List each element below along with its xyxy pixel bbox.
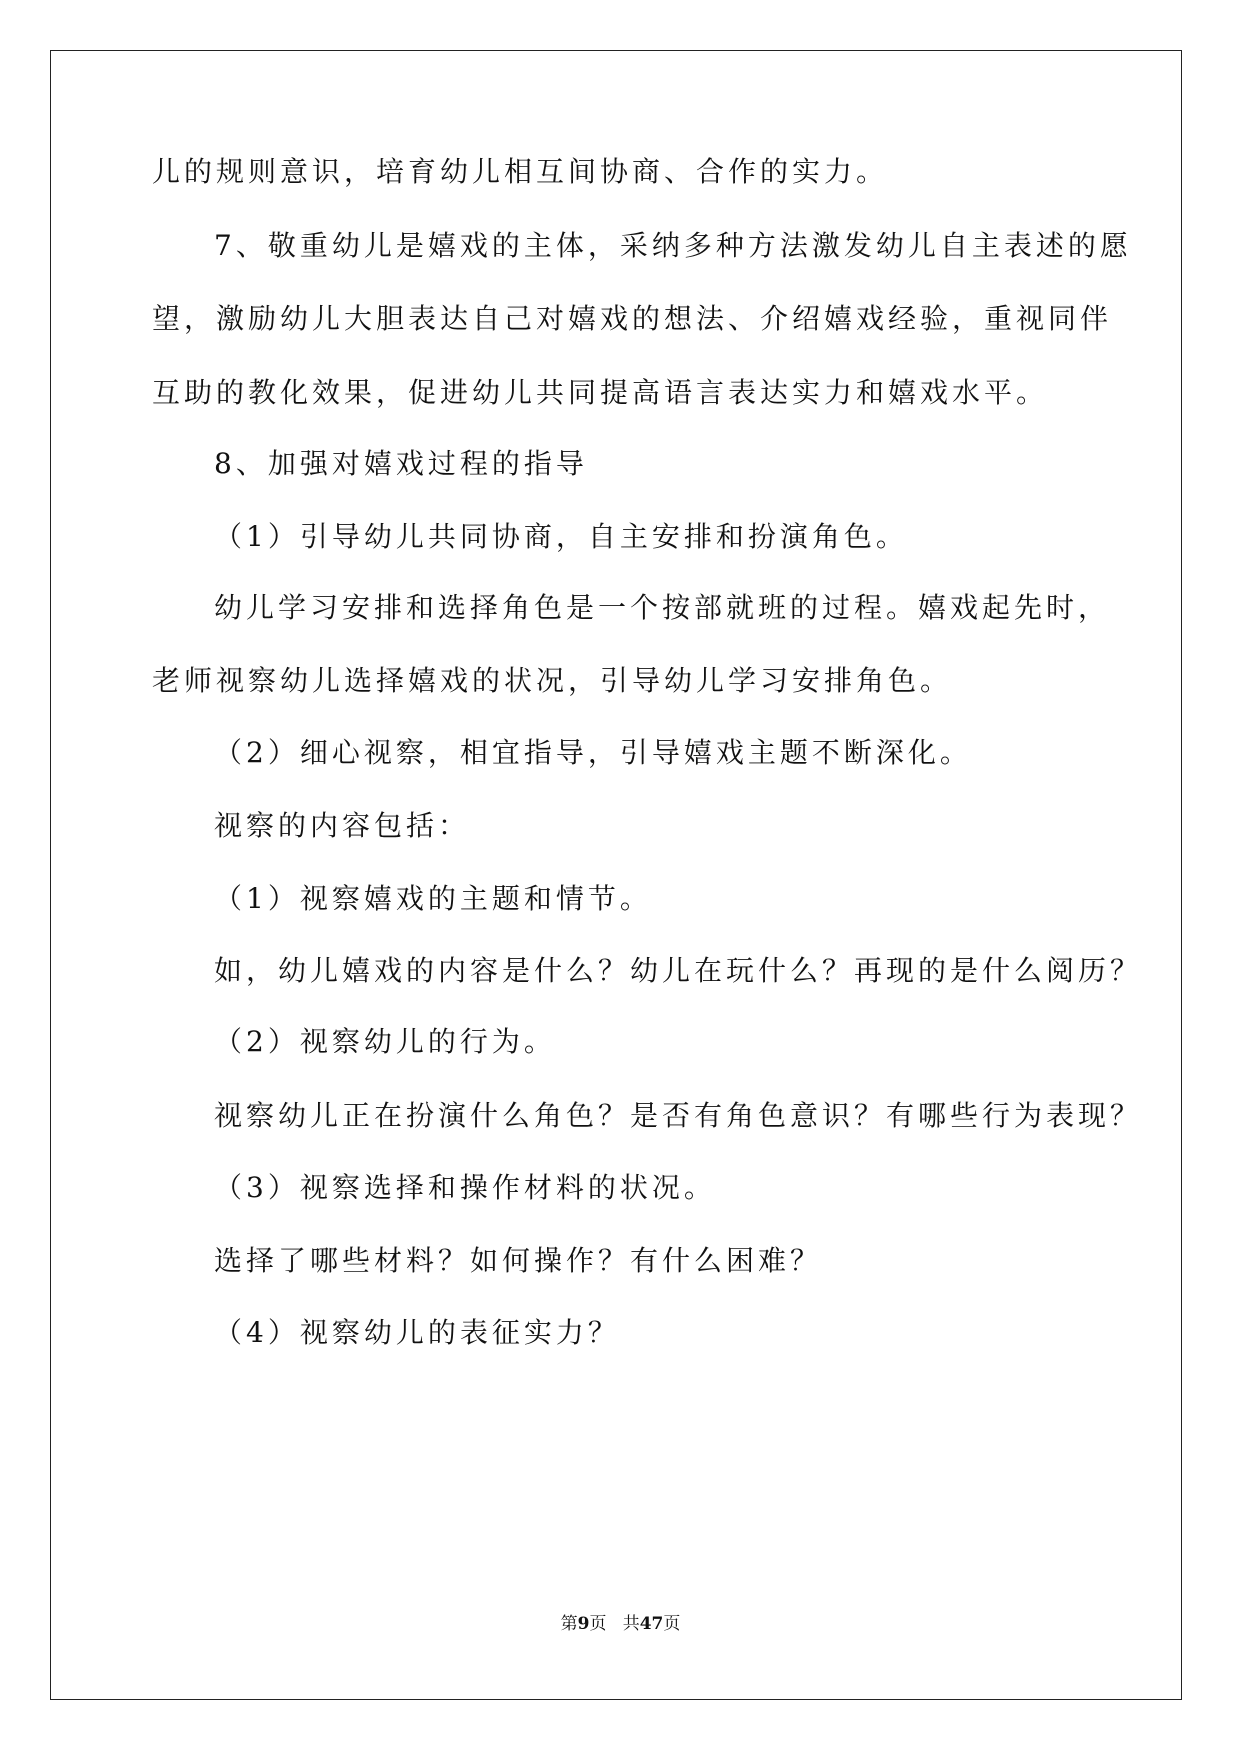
page-footer xyxy=(0,1612,1241,1636)
paragraph-line: 望，激励幼儿大胆表达自己对嬉戏的想法、介绍嬉戏经验，重视同伴 xyxy=(152,302,1113,335)
footer-total-pages: 47 xyxy=(639,1614,664,1634)
paragraph-line: 互助的教化效果，促进幼儿共同提高语言表达实力和嬉戏水平。 xyxy=(152,376,1049,409)
paragraph-line: 儿的规则意识，培育幼儿相互间协商、合作的实力。 xyxy=(152,155,889,188)
section-heading: 8、加强对嬉戏过程的指导 xyxy=(214,447,588,480)
footer-page-number: 9 xyxy=(577,1614,590,1634)
footer-total-suffix: 页 xyxy=(663,1614,681,1634)
paragraph-line: （3）视察选择和操作材料的状况。 xyxy=(214,1171,716,1204)
footer-total-prefix: 共 xyxy=(622,1614,640,1634)
paragraph-line: 幼儿学习安排和选择角色是一个按部就班的过程。嬉戏起先时， xyxy=(214,591,1111,624)
paragraph-line: 视察的内容包括： xyxy=(214,809,471,842)
paragraph-line: （1）视察嬉戏的主题和情节。 xyxy=(214,882,652,915)
paragraph-line: （4）视察幼儿的表征实力？ xyxy=(214,1316,620,1349)
footer-page-suffix: 页 xyxy=(589,1614,607,1634)
footer-page-prefix: 第 xyxy=(560,1614,578,1634)
page-border xyxy=(50,50,1182,1700)
paragraph-line: 视察幼儿正在扮演什么角色？是否有角色意识？有哪些行为表现？ xyxy=(214,1099,1143,1132)
paragraph-line: 老师视察幼儿选择嬉戏的状况，引导幼儿学习安排角色。 xyxy=(152,664,953,697)
paragraph-line: （1）引导幼儿共同协商，自主安排和扮演角色。 xyxy=(214,520,908,553)
paragraph-line: 选择了哪些材料？如何操作？有什么困难？ xyxy=(214,1244,823,1277)
paragraph-line: 如，幼儿嬉戏的内容是什么？幼儿在玩什么？再现的是什么阅历？ xyxy=(214,954,1143,987)
paragraph-line: （2）细心视察，相宜指导，引导嬉戏主题不断深化。 xyxy=(214,736,972,769)
paragraph-line: 7、敬重幼儿是嬉戏的主体，采纳多种方法激发幼儿自主表述的愿 xyxy=(214,229,1132,262)
paragraph-line: （2）视察幼儿的行为。 xyxy=(214,1025,556,1058)
